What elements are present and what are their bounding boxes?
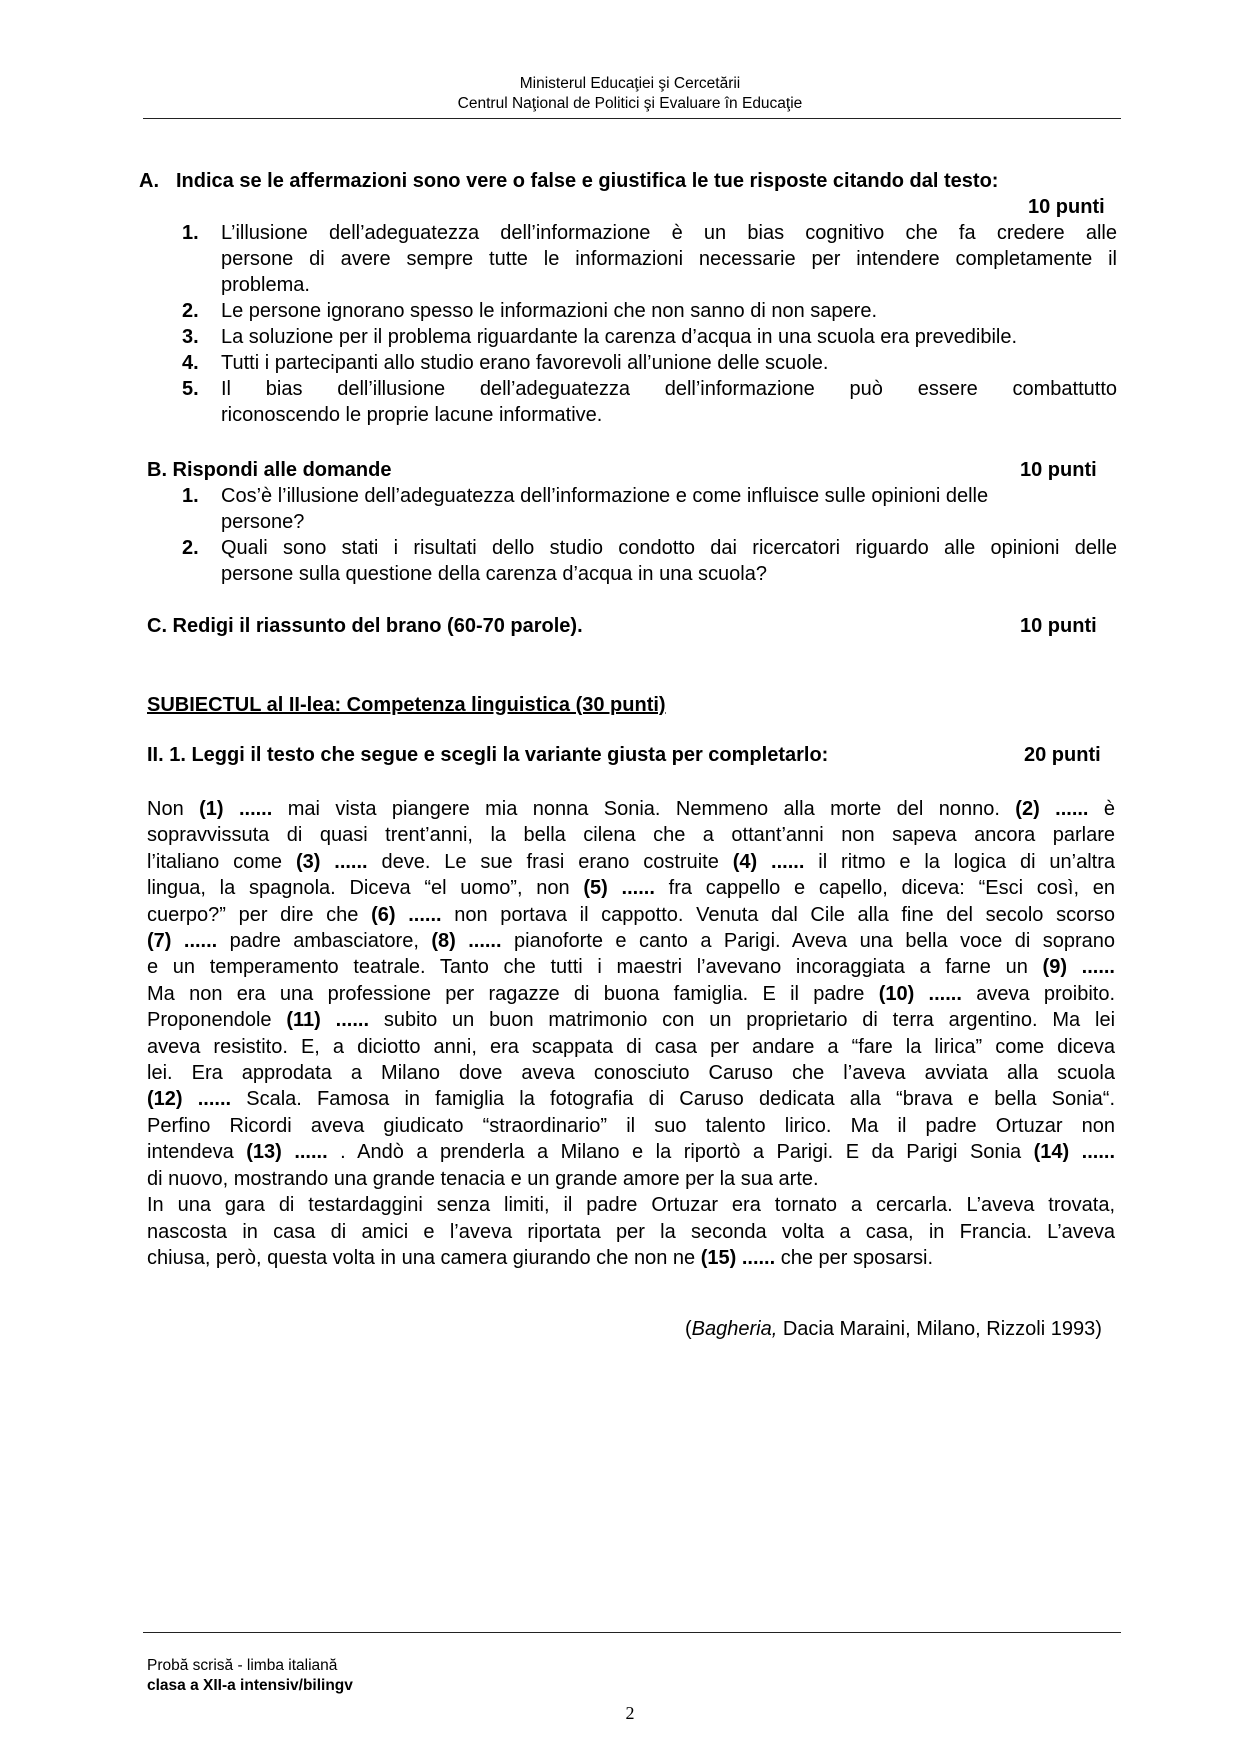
blank-marker: (5) ......	[583, 877, 655, 900]
passage-text: è	[1088, 798, 1116, 820]
passage-text: nascosta in casa di amici e l’aveva riportata per la seconda volta a casa, in Francia. L’aveva	[147, 1220, 1115, 1243]
blank-marker: (1) ......	[199, 798, 273, 820]
section-b-item-2-line-2: persone sulla questione della carenza d’acqua in una scuola?	[221, 563, 767, 585]
section-c-points: 10 punti	[1020, 615, 1097, 637]
passage-text: Proponendole	[147, 1009, 287, 1032]
passage-line	[147, 875, 1115, 901]
section-b-item-2-line-1: Quali sono stati i risultati dello studio condotto dai ricercatori riguardo alle opinioni delle	[221, 537, 1117, 559]
footer-class: clasa a XII-a intensiv/bilingv	[147, 1677, 353, 1694]
passage-text: chiusa, però, questa volta in una camera giurando che non ne	[147, 1246, 701, 1269]
passage-text: cuerpo?” per dire che	[147, 903, 372, 926]
section-a-item-5-line-1: Il bias dell’illusione dell’adeguatezza dell’informazione può essere combattutto	[221, 378, 1117, 400]
passage-line	[147, 1034, 1115, 1060]
passage-line	[147, 902, 1115, 928]
blank-marker: (7) ......	[147, 930, 218, 953]
blank-marker: (9) ......	[1042, 956, 1115, 979]
document-header	[140, 74, 1120, 114]
passage-text: . Andò a prenderla a Milano e la riportò a Parigi. E da Parigi Sonia	[327, 1141, 1034, 1164]
section-a-item-number: 3.	[182, 326, 199, 348]
blank-marker: (14) ......	[1033, 1141, 1116, 1164]
passage-text: lingua, la spagnola. Diceva “el uomo”, non	[147, 877, 584, 900]
section-b-points: 10 punti	[1020, 459, 1097, 481]
header-center: Centrul Naţional de Politici şi Evaluare în Educaţie	[457, 95, 803, 112]
passage-text: deve. Le sue frasi erano costruite	[367, 850, 733, 873]
section-a-item-1-line-1: L’illusione dell’adeguatezza dell’informazione è un bias cognitivo che fa credere alle	[221, 222, 1117, 244]
passage-text: Scala. Famosa in famiglia la fotografia di Caruso dedicata alla “brava e bella Sonia“.	[231, 1088, 1115, 1111]
passage-line	[147, 1007, 1115, 1033]
blank-marker: (13) ......	[246, 1141, 328, 1164]
passage-line	[147, 1192, 1115, 1218]
cloze-passage	[147, 796, 1115, 1271]
passage-line	[147, 1086, 1115, 1112]
header-divider	[143, 118, 1121, 119]
subject-2-task: II. 1. Leggi il testo che segue e scegli la variante giusta per completarlo:	[147, 744, 829, 766]
passage-text: che per sposarsi.	[775, 1246, 934, 1269]
citation-rest: Dacia Maraini, Milano, Rizzoli 1993)	[777, 1318, 1102, 1340]
passage-text: e un temperamento teatrale. Tanto che tutti i maestri l’avevano incoraggiata a farne un	[147, 956, 1043, 979]
passage-text: fra cappello e capello, diceva: “Esci così, en	[654, 877, 1115, 900]
section-a-item-5-line-2: riconoscendo le proprie lacune informative.	[221, 404, 603, 426]
blank-marker: (11) ......	[286, 1009, 370, 1032]
section-a-item-4: Tutti i partecipanti allo studio erano favorevoli all’unione delle scuole.	[221, 352, 829, 374]
passage-text: pianoforte e canto a Parigi. Aveva una bella voce di soprano	[501, 930, 1116, 953]
section-a-item-1-line-2: persone di avere sempre tutte le informazioni necessarie per intendere completamente il	[221, 248, 1117, 270]
subject-2-points: 20 punti	[1024, 744, 1101, 766]
passage-line	[147, 1219, 1115, 1245]
blank-marker: (4) ......	[732, 850, 805, 873]
passage-text: padre ambasciatore,	[217, 930, 432, 953]
section-a-item-1-line-3: problema.	[221, 274, 310, 296]
blank-marker: (8) ......	[431, 930, 502, 953]
passage-text: sopravvissuta di quasi trent’anni, la bella cilena che a ottant’anni non sapeva ancora parlare	[147, 824, 1115, 847]
blank-marker: (2) ......	[1015, 798, 1089, 820]
passage-line	[147, 1113, 1115, 1139]
footer-exam-type: Probă scrisă - limba italiană	[147, 1657, 338, 1674]
passage-line	[147, 796, 1115, 822]
passage-line	[147, 1060, 1115, 1086]
passage-line	[147, 1166, 1115, 1192]
header-ministry: Ministerul Educaţiei şi Cercetării	[519, 75, 741, 92]
passage-text: non portava il cappotto. Venuta dal Cile alla fine del secolo scorso	[441, 903, 1115, 926]
footer-divider	[143, 1632, 1121, 1633]
citation	[685, 1316, 1102, 1342]
page-number: 2	[625, 1703, 635, 1723]
subject-2-title: SUBIECTUL al II-lea: Competenza linguistica (30 punti)	[147, 694, 666, 716]
passage-text: mai vista piangere mia nonna Sonia. Nemmeno alla morte del nonno.	[272, 798, 1016, 820]
passage-text: lei. Era approdata a Milano dove aveva conosciuto Caruso che l’aveva avviata alla scuola	[147, 1062, 1115, 1085]
passage-text: di nuovo, mostrando una grande tenacia e un grande amore per la sua arte.	[147, 1167, 819, 1190]
passage-line	[147, 1245, 1115, 1271]
section-a-item-number: 4.	[182, 352, 199, 374]
passage-text: Ma non era una professione per ragazze di buona famiglia. E il padre	[147, 982, 879, 1005]
passage-text: aveva proibito.	[961, 982, 1116, 1005]
section-a-points: 10 punti	[1028, 196, 1105, 218]
passage-line	[147, 981, 1115, 1007]
citation-open: (	[685, 1318, 692, 1340]
section-a-instruction: Indica se le affermazioni sono vere o false e giustifica le tue risposte citando dal testo:	[176, 170, 999, 192]
citation-title: Bagheria,	[691, 1318, 778, 1340]
blank-marker: (12) ......	[147, 1088, 232, 1111]
section-b-title: B. Rispondi alle domande	[147, 459, 392, 481]
passage-text: Perfino Ricordi aveva giudicato “straordinario” il suo talento lirico. Ma il padre Ortuzar non	[147, 1114, 1115, 1137]
passage-line	[147, 954, 1115, 980]
passage-text: In una gara di testardaggini senza limiti, il padre Ortuzar era tornato a cercarla. L’aveva trovata,	[147, 1194, 1115, 1217]
section-a-item-number: 1.	[182, 222, 199, 244]
section-b-item-number: 1.	[182, 485, 199, 507]
passage-text: Non	[147, 798, 200, 820]
passage-text: il ritmo e la logica di un’altra	[804, 850, 1115, 873]
section-a-label: A.	[139, 170, 159, 192]
section-a-item-number: 5.	[182, 378, 199, 400]
passage-line	[147, 822, 1115, 848]
passage-text: intendeva	[147, 1141, 247, 1164]
section-b-item-1-line-1: Cos’è l’illusione dell’adeguatezza dell’informazione e come influisce sulle opinioni delle	[221, 485, 989, 507]
blank-marker: (3) ......	[295, 850, 368, 873]
passage-line	[147, 1139, 1115, 1165]
blank-marker: (15) ......	[700, 1246, 776, 1269]
section-c-title: C. Redigi il riassunto del brano (60-70 parole).	[147, 615, 583, 637]
blank-marker: (6) ......	[371, 903, 442, 926]
passage-line	[147, 928, 1115, 954]
passage-text: l’italiano come	[147, 850, 296, 873]
blank-marker: (10) ......	[878, 982, 962, 1005]
section-a-item-2: Le persone ignorano spesso le informazioni che non sanno di non sapere.	[221, 300, 877, 322]
section-a-item-number: 2.	[182, 300, 199, 322]
passage-line	[147, 849, 1115, 875]
section-a-item-3: La soluzione per il problema riguardante la carenza d’acqua in una scuola era prevedibile.	[221, 326, 1018, 348]
passage-text: aveva resistito. E, a diciotto anni, era scappata di casa per andare a “fare la lirica” come diceva	[147, 1035, 1115, 1058]
passage-text: subito un buon matrimonio con un proprietario di terra argentino. Ma lei	[369, 1009, 1116, 1032]
section-b-item-number: 2.	[182, 537, 199, 559]
section-b-item-1-line-2: persone?	[221, 511, 305, 533]
